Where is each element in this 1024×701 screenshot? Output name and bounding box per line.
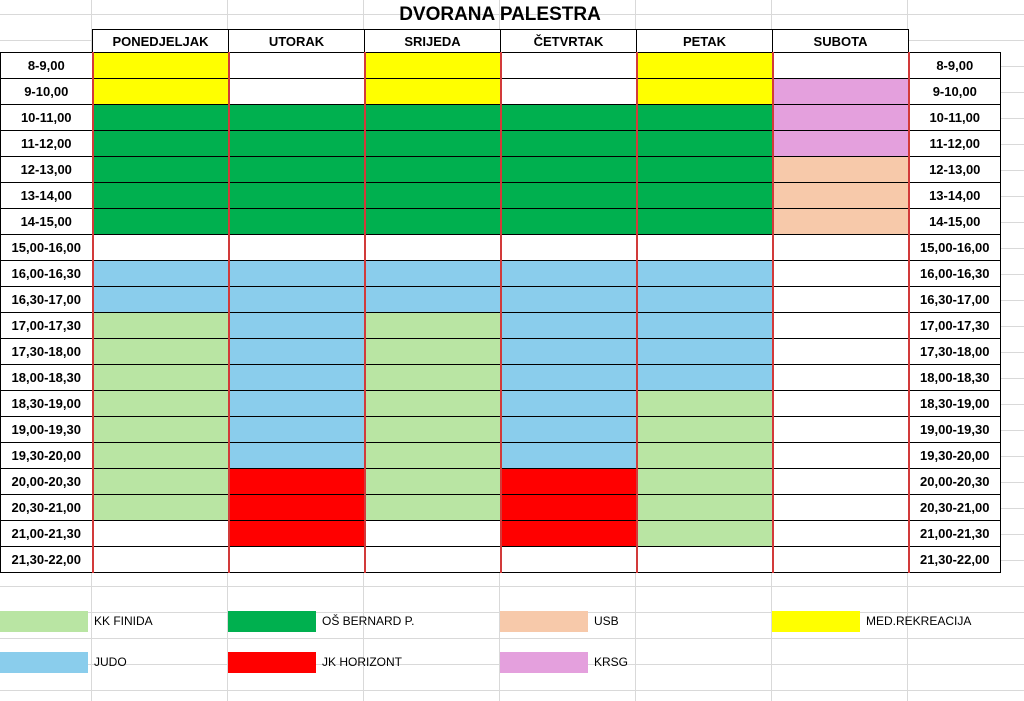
schedule-cell-subota[interactable] (773, 183, 909, 209)
time-label-right[interactable]: 21,30-22,00 (909, 547, 1001, 573)
time-row (1, 469, 1001, 495)
schedule-cell-cetvrtak[interactable] (501, 469, 637, 495)
time-label-left[interactable]: 21,00-21,30 (1, 521, 93, 547)
time-label-right[interactable]: 9-10,00 (909, 79, 1001, 105)
time-row (1, 521, 1001, 547)
legend-item-krsg (500, 652, 770, 673)
schedule-cell-cetvrtak[interactable] (501, 235, 637, 261)
legend-item-os-bernard-p (228, 611, 498, 632)
schedule-cell-cetvrtak[interactable] (501, 209, 637, 235)
time-label-right[interactable]: 13-14,00 (909, 183, 1001, 209)
time-row (1, 339, 1001, 365)
time-label-right[interactable]: 15,00-16,00 (909, 235, 1001, 261)
legend-label[interactable]: JK HORIZONT (322, 655, 402, 669)
schedule-cell-utorak[interactable] (229, 157, 365, 183)
schedule-cell-petak[interactable] (637, 417, 773, 443)
time-label-left[interactable]: 19,00-19,30 (1, 417, 93, 443)
legend-swatch[interactable] (500, 611, 588, 632)
schedule-cell-petak[interactable] (637, 157, 773, 183)
schedule-cell-subota[interactable] (773, 469, 909, 495)
schedule-cell-srijeda[interactable] (365, 79, 501, 105)
legend-item-usb (500, 611, 770, 632)
legend-swatch[interactable] (228, 611, 316, 632)
day-header-utorak[interactable]: UTORAK (229, 30, 365, 53)
schedule-cell-utorak[interactable] (229, 79, 365, 105)
schedule-cell-cetvrtak[interactable] (501, 53, 637, 79)
schedule-cell-srijeda[interactable] (365, 183, 501, 209)
time-row (1, 313, 1001, 339)
schedule-cell-utorak[interactable] (229, 495, 365, 521)
schedule-cell-cetvrtak[interactable] (501, 495, 637, 521)
sheet-title: DVORANA PALESTRA (399, 4, 601, 25)
schedule-cell-petak[interactable] (637, 79, 773, 105)
time-label-right[interactable]: 18,30-19,00 (909, 391, 1001, 417)
schedule-cell-utorak[interactable] (229, 287, 365, 313)
schedule-cell-utorak[interactable] (229, 391, 365, 417)
time-label-right[interactable]: 17,00-17,30 (909, 313, 1001, 339)
header-corner-right (909, 30, 1001, 53)
time-label-right[interactable]: 16,30-17,00 (909, 287, 1001, 313)
schedule-cell-srijeda[interactable] (365, 287, 501, 313)
time-label-left[interactable]: 9-10,00 (1, 79, 93, 105)
time-label-left[interactable]: 13-14,00 (1, 183, 93, 209)
time-label-right[interactable]: 19,00-19,30 (909, 417, 1001, 443)
time-row (1, 495, 1001, 521)
schedule-cell-cetvrtak[interactable] (501, 391, 637, 417)
schedule-cell-srijeda[interactable] (365, 469, 501, 495)
schedule-cell-subota[interactable] (773, 495, 909, 521)
schedule-cell-ponedjeljak[interactable] (93, 495, 229, 521)
time-label-left[interactable]: 18,00-18,30 (1, 365, 93, 391)
schedule-table (0, 29, 1001, 573)
time-label-right[interactable]: 17,30-18,00 (909, 339, 1001, 365)
schedule-cell-petak[interactable] (637, 495, 773, 521)
legend-item-jk-horizont (228, 652, 498, 673)
schedule-cell-cetvrtak[interactable] (501, 157, 637, 183)
legend-label[interactable]: OŠ BERNARD P. (322, 614, 415, 628)
schedule-cell-ponedjeljak[interactable] (93, 157, 229, 183)
schedule-cell-subota[interactable] (773, 79, 909, 105)
legend-swatch[interactable] (228, 652, 316, 673)
schedule-cell-cetvrtak[interactable] (501, 417, 637, 443)
time-row (1, 547, 1001, 573)
time-row (1, 287, 1001, 313)
schedule-cell-petak[interactable] (637, 521, 773, 547)
schedule-cell-petak[interactable] (637, 105, 773, 131)
schedule-cell-ponedjeljak[interactable] (93, 209, 229, 235)
schedule-cell-petak[interactable] (637, 131, 773, 157)
schedule-cell-cetvrtak[interactable] (501, 521, 637, 547)
schedule-cell-cetvrtak[interactable] (501, 131, 637, 157)
time-row (1, 105, 1001, 131)
time-row (1, 209, 1001, 235)
schedule-cell-subota[interactable] (773, 313, 909, 339)
time-label-left[interactable]: 14-15,00 (1, 209, 93, 235)
schedule-cell-srijeda[interactable] (365, 417, 501, 443)
schedule-cell-cetvrtak[interactable] (501, 313, 637, 339)
schedule-cell-subota[interactable] (773, 209, 909, 235)
schedule-cell-ponedjeljak[interactable] (93, 417, 229, 443)
schedule-cell-srijeda[interactable] (365, 495, 501, 521)
schedule-cell-petak[interactable] (637, 183, 773, 209)
schedule-cell-petak[interactable] (637, 339, 773, 365)
legend-label[interactable]: KRSG (594, 655, 629, 669)
schedule-cell-srijeda[interactable] (365, 131, 501, 157)
schedule-cell-ponedjeljak[interactable] (93, 131, 229, 157)
schedule-cell-srijeda[interactable] (365, 521, 501, 547)
schedule-cell-subota[interactable] (773, 131, 909, 157)
time-row (1, 443, 1001, 469)
schedule-cell-utorak[interactable] (229, 469, 365, 495)
schedule-cell-srijeda[interactable] (365, 313, 501, 339)
time-label-left[interactable]: 20,30-21,00 (1, 495, 93, 521)
legend-item-med-rekreacija (772, 611, 1024, 632)
schedule-cell-subota[interactable] (773, 391, 909, 417)
schedule-cell-ponedjeljak[interactable] (93, 235, 229, 261)
time-label-left[interactable]: 17,00-17,30 (1, 313, 93, 339)
time-label-left[interactable]: 16,00-16,30 (1, 261, 93, 287)
legend-label[interactable]: JUDO (94, 655, 127, 669)
schedule-cell-srijeda[interactable] (365, 339, 501, 365)
schedule-cell-srijeda[interactable] (365, 261, 501, 287)
schedule-cell-utorak[interactable] (229, 547, 365, 573)
schedule-cell-srijeda[interactable] (365, 365, 501, 391)
time-label-right[interactable]: 12-13,00 (909, 157, 1001, 183)
time-label-left[interactable]: 16,30-17,00 (1, 287, 93, 313)
schedule-cell-srijeda[interactable] (365, 209, 501, 235)
schedule-cell-petak[interactable] (637, 261, 773, 287)
schedule-cell-cetvrtak[interactable] (501, 443, 637, 469)
schedule-cell-cetvrtak[interactable] (501, 287, 637, 313)
schedule-cell-srijeda[interactable] (365, 105, 501, 131)
time-label-right[interactable]: 18,00-18,30 (909, 365, 1001, 391)
schedule-cell-utorak[interactable] (229, 183, 365, 209)
schedule-cell-ponedjeljak[interactable] (93, 443, 229, 469)
legend-swatch[interactable] (0, 611, 88, 632)
schedule-cell-subota[interactable] (773, 287, 909, 313)
time-row (1, 365, 1001, 391)
schedule-cell-ponedjeljak[interactable] (93, 521, 229, 547)
schedule-cell-srijeda[interactable] (365, 443, 501, 469)
schedule-cell-utorak[interactable] (229, 235, 365, 261)
schedule-cell-ponedjeljak[interactable] (93, 287, 229, 313)
schedule-cell-ponedjeljak[interactable] (93, 339, 229, 365)
time-label-left[interactable]: 12-13,00 (1, 157, 93, 183)
schedule-cell-petak[interactable] (637, 287, 773, 313)
day-header-row (1, 30, 1001, 53)
schedule-cell-utorak[interactable] (229, 313, 365, 339)
schedule-cell-srijeda[interactable] (365, 53, 501, 79)
schedule-cell-utorak[interactable] (229, 261, 365, 287)
schedule-cell-utorak[interactable] (229, 53, 365, 79)
time-row (1, 79, 1001, 105)
schedule-cell-utorak[interactable] (229, 521, 365, 547)
legend-label[interactable]: USB (594, 614, 619, 628)
time-label-left[interactable]: 10-11,00 (1, 105, 93, 131)
legend-swatch[interactable] (0, 652, 88, 673)
time-label-left[interactable]: 18,30-19,00 (1, 391, 93, 417)
time-row (1, 261, 1001, 287)
schedule-cell-ponedjeljak[interactable] (93, 313, 229, 339)
schedule-cell-utorak[interactable] (229, 105, 365, 131)
schedule-cell-subota[interactable] (773, 53, 909, 79)
schedule-cell-ponedjeljak[interactable] (93, 547, 229, 573)
schedule-cell-petak[interactable] (637, 53, 773, 79)
schedule-cell-cetvrtak[interactable] (501, 105, 637, 131)
schedule-cell-subota[interactable] (773, 417, 909, 443)
schedule-cell-petak[interactable] (637, 365, 773, 391)
schedule-cell-utorak[interactable] (229, 417, 365, 443)
day-header-srijeda[interactable]: SRIJEDA (365, 30, 501, 53)
schedule-cell-srijeda[interactable] (365, 547, 501, 573)
schedule-cell-ponedjeljak[interactable] (93, 261, 229, 287)
time-row (1, 53, 1001, 79)
schedule-cell-cetvrtak[interactable] (501, 183, 637, 209)
legend-swatch[interactable] (772, 611, 860, 632)
schedule-cell-ponedjeljak[interactable] (93, 391, 229, 417)
schedule-cell-utorak[interactable] (229, 443, 365, 469)
time-label-left[interactable]: 15,00-16,00 (1, 235, 93, 261)
time-label-right[interactable]: 20,00-20,30 (909, 469, 1001, 495)
schedule-cell-petak[interactable] (637, 469, 773, 495)
schedule-cell-subota[interactable] (773, 339, 909, 365)
time-label-left[interactable]: 20,00-20,30 (1, 469, 93, 495)
schedule-cell-ponedjeljak[interactable] (93, 365, 229, 391)
legend-label[interactable]: MED.REKREACIJA (866, 614, 972, 628)
day-header-petak[interactable]: PETAK (637, 30, 773, 53)
time-label-left[interactable]: 17,30-18,00 (1, 339, 93, 365)
schedule-cell-cetvrtak[interactable] (501, 339, 637, 365)
schedule-cell-petak[interactable] (637, 391, 773, 417)
schedule-cell-petak[interactable] (637, 235, 773, 261)
time-row (1, 417, 1001, 443)
day-header-ponedjeljak[interactable]: PONEDJELJAK (93, 30, 229, 53)
time-label-right[interactable]: 16,00-16,30 (909, 261, 1001, 287)
schedule-cell-petak[interactable] (637, 443, 773, 469)
time-label-left[interactable]: 11-12,00 (1, 131, 93, 157)
time-row (1, 157, 1001, 183)
schedule-cell-utorak[interactable] (229, 365, 365, 391)
time-label-right[interactable]: 11-12,00 (909, 131, 1001, 157)
schedule-cell-subota[interactable] (773, 261, 909, 287)
time-label-right[interactable]: 10-11,00 (909, 105, 1001, 131)
legend-swatch[interactable] (500, 652, 588, 673)
day-header-subota[interactable]: SUBOTA (773, 30, 909, 53)
header-corner (1, 30, 93, 53)
schedule-cell-subota[interactable] (773, 105, 909, 131)
time-label-left[interactable]: 19,30-20,00 (1, 443, 93, 469)
schedule-cell-cetvrtak[interactable] (501, 547, 637, 573)
schedule-cell-petak[interactable] (637, 313, 773, 339)
schedule-cell-ponedjeljak[interactable] (93, 53, 229, 79)
time-label-left[interactable]: 8-9,00 (1, 53, 93, 79)
time-row (1, 131, 1001, 157)
schedule-cell-subota[interactable] (773, 157, 909, 183)
schedule-cell-ponedjeljak[interactable] (93, 105, 229, 131)
time-label-left[interactable]: 21,30-22,00 (1, 547, 93, 573)
legend-label[interactable]: KK FINIDA (94, 614, 153, 628)
schedule-cell-ponedjeljak[interactable] (93, 79, 229, 105)
schedule-cell-petak[interactable] (637, 209, 773, 235)
time-label-right[interactable]: 21,00-21,30 (909, 521, 1001, 547)
schedule-cell-cetvrtak[interactable] (501, 365, 637, 391)
schedule-cell-subota[interactable] (773, 365, 909, 391)
schedule-body (1, 53, 1001, 573)
time-label-right[interactable]: 20,30-21,00 (909, 495, 1001, 521)
schedule-cell-subota[interactable] (773, 443, 909, 469)
schedule-cell-cetvrtak[interactable] (501, 261, 637, 287)
schedule-cell-utorak[interactable] (229, 339, 365, 365)
schedule-cell-cetvrtak[interactable] (501, 79, 637, 105)
time-label-right[interactable]: 19,30-20,00 (909, 443, 1001, 469)
time-label-right[interactable]: 14-15,00 (909, 209, 1001, 235)
time-row (1, 391, 1001, 417)
schedule-cell-ponedjeljak[interactable] (93, 469, 229, 495)
day-header-cetvrtak[interactable]: ČETVRTAK (501, 30, 637, 53)
schedule-cell-srijeda[interactable] (365, 235, 501, 261)
schedule-cell-petak[interactable] (637, 547, 773, 573)
time-row (1, 183, 1001, 209)
schedule-cell-subota[interactable] (773, 547, 909, 573)
schedule-cell-srijeda[interactable] (365, 391, 501, 417)
schedule-cell-ponedjeljak[interactable] (93, 183, 229, 209)
schedule-cell-utorak[interactable] (229, 209, 365, 235)
schedule-cell-subota[interactable] (773, 521, 909, 547)
schedule-cell-srijeda[interactable] (365, 157, 501, 183)
schedule-cell-utorak[interactable] (229, 131, 365, 157)
schedule-cell-subota[interactable] (773, 235, 909, 261)
time-label-right[interactable]: 8-9,00 (909, 53, 1001, 79)
time-row (1, 235, 1001, 261)
